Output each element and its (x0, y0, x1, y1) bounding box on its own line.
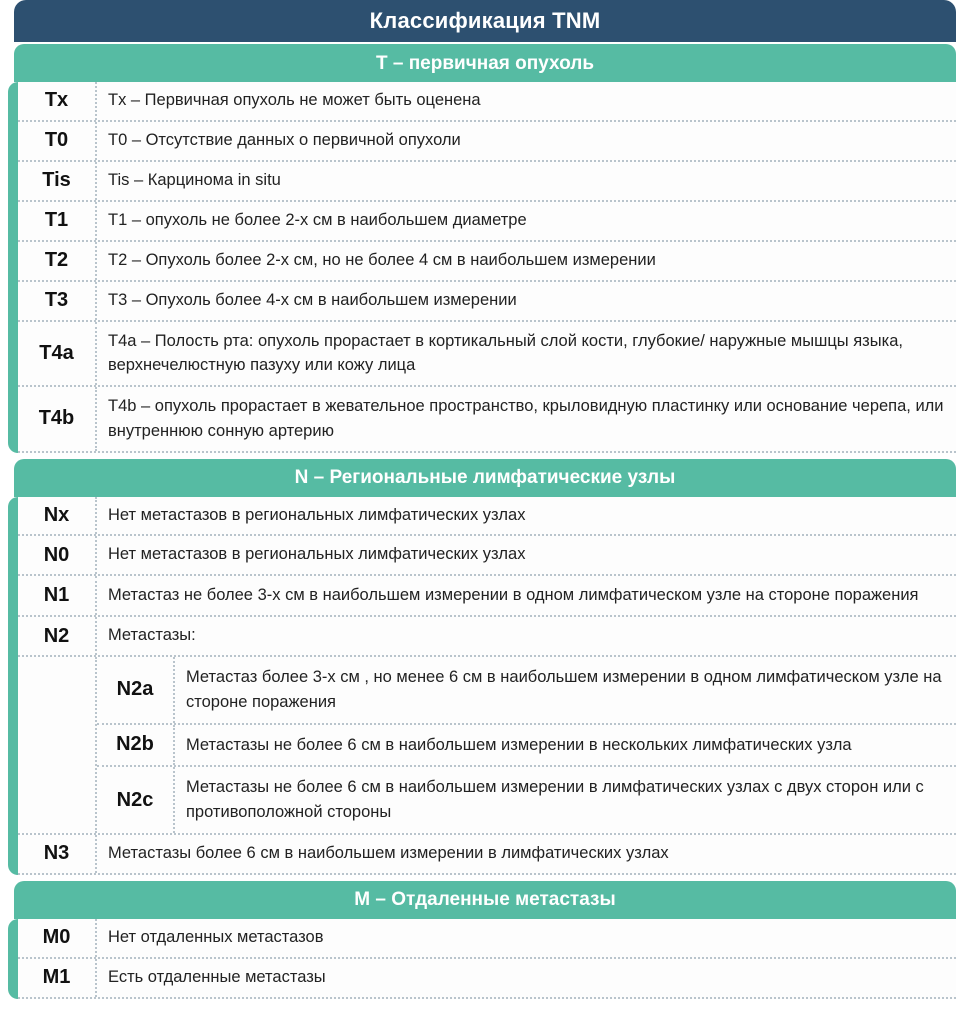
section-body-n (8, 497, 956, 875)
row-description: Есть отдаленные метастазы (108, 967, 326, 986)
row-description: T1 – опухоль не более 2-х см в наибольшем диаметре (108, 210, 527, 229)
accent-bar-t (8, 82, 18, 453)
table-row (18, 202, 956, 242)
row-code: T3 (18, 282, 97, 320)
nested-indent-spacer (18, 657, 97, 833)
table-row (18, 617, 956, 657)
row-description: T2 – Опухоль более 2-х см, но не более 4 см в наибольшем измерении (108, 250, 656, 269)
table-row (18, 536, 956, 576)
table-row (18, 282, 956, 322)
row-code: N1 (18, 576, 97, 615)
table-row (18, 959, 956, 999)
section-header-n-label: N – Региональные лимфатические узлы (294, 467, 676, 489)
row-code: T2 (18, 242, 97, 280)
subrow-code: N2a (97, 657, 175, 723)
row-description: Метастаз не более 3-х см в наибольшем измерении в одном лимфатическом узле на стороне поражения (108, 586, 919, 605)
section-header-t-label: T – первичная опухоль (375, 52, 595, 74)
row-code: T4b (18, 387, 97, 451)
accent-bar-m (8, 919, 18, 999)
table-row (18, 576, 956, 617)
table-subrow (97, 767, 956, 833)
row-description: Метастазы: (108, 626, 196, 645)
row-code: N0 (18, 536, 97, 574)
row-code: M1 (18, 959, 97, 997)
table-row (18, 387, 956, 453)
table-row (18, 82, 956, 122)
row-description: T0 – Отсутствие данных о первичной опухоли (108, 130, 461, 149)
row-code: T1 (18, 202, 97, 240)
section-n-rows (18, 497, 956, 875)
section-header-t (14, 44, 956, 82)
accent-bar-n (8, 497, 18, 875)
section-t-rows (18, 82, 956, 453)
row-description: Метастазы более 6 см в наибольшем измерении в лимфатических узлах (108, 843, 669, 862)
row-description: Tx – Первичная опухоль не может быть оценена (108, 91, 481, 109)
section-m-rows (18, 919, 956, 999)
row-description: Нет метастазов в региональных лимфатических узлах (108, 505, 526, 524)
row-code: T4a (18, 322, 97, 386)
row-code: Tx (18, 82, 97, 120)
subrow-code: N2c (97, 767, 175, 833)
row-description: Tis – Карцинома in situ (108, 170, 281, 189)
section-body-m (8, 919, 956, 999)
nested-subrow-group (18, 657, 956, 835)
section-header-n (14, 459, 956, 497)
table-row (18, 835, 956, 875)
table-row (18, 162, 956, 202)
section-header-m-label: M – Отдаленные метастазы (354, 889, 616, 911)
table-row (18, 919, 956, 959)
row-description: Нет метастазов в региональных лимфатических узлах (108, 545, 526, 564)
subrow-code: N2b (97, 725, 175, 766)
row-description: T3 – Опухоль более 4-х см в наибольшем измерении (108, 290, 517, 309)
nested-subrow-list (97, 657, 956, 833)
row-code: Nx (18, 497, 97, 535)
row-description: Нет отдаленных метастазов (108, 927, 324, 946)
row-description: T4a – Полость рта: опухоль прорастает в кортикальный слой кости, глубокие/ наружные мышцы языка, верхнечелюстную пазуху или кожу лица (108, 331, 903, 375)
subrow-description: Метастазы не более 6 см в наибольшем измерении в нескольких лимфатических узла (186, 735, 852, 754)
page-title-bar (14, 0, 956, 42)
table-row (18, 322, 956, 388)
row-code: M0 (18, 919, 97, 957)
section-header-m (14, 881, 956, 919)
table-subrow (97, 657, 956, 725)
table-row (18, 122, 956, 162)
row-code: N2 (18, 617, 97, 655)
row-code: N3 (18, 835, 97, 873)
table-row (18, 497, 956, 537)
row-description: T4b – опухоль прорастает в жевательное пространство, крыловидную пластинку или основание черепа, или внутреннюю сонную артерию (108, 397, 944, 440)
subrow-description: Метастаз более 3-х см , но менее 6 см в наибольшем измерении в одном лимфатическом узле на стороне поражения (186, 668, 942, 711)
table-row (18, 242, 956, 282)
section-body-t (8, 82, 956, 453)
table-subrow (97, 725, 956, 768)
row-code: T0 (18, 122, 97, 160)
row-code: Tis (18, 162, 97, 200)
subrow-description: Метастазы не более 6 см в наибольшем измерении в лимфатических узлах с двух сторон или с противоположной стороны (186, 778, 924, 822)
page-title: Классификация TNM (369, 8, 601, 33)
